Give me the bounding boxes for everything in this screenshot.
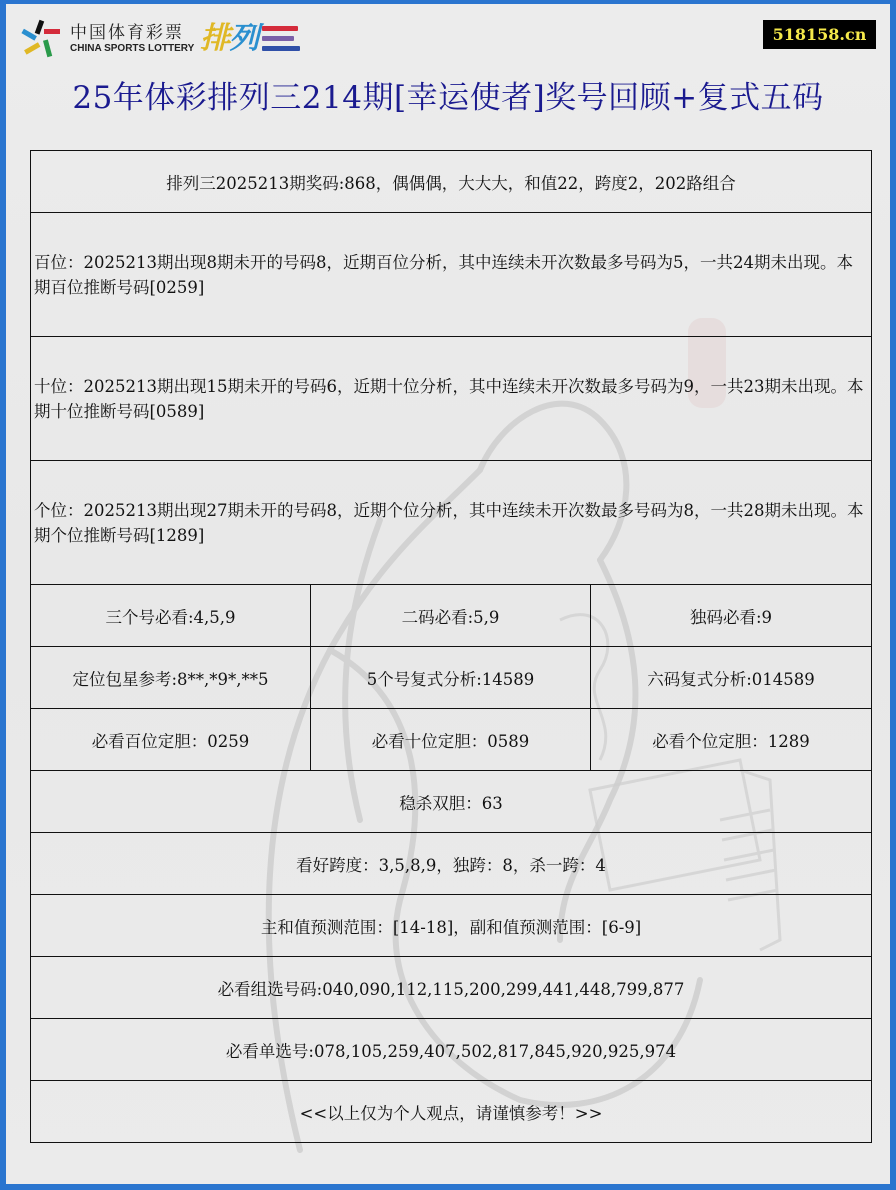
kill-double: 稳杀双胆：63: [31, 771, 872, 833]
table-row-units: [31, 461, 872, 585]
two-must-see: 二码必看:5,9: [311, 585, 591, 647]
single-must-see: 独码必看:9: [591, 585, 872, 647]
logo-english-name: CHINA SPORTS LOTTERY: [70, 43, 195, 54]
table-row-summary: [31, 151, 872, 213]
prediction-table: [30, 150, 872, 1143]
three-must-see: 三个号必看:4,5,9: [31, 585, 311, 647]
site-badge[interactable]: 518158.cn: [763, 20, 876, 49]
six-code-compound: 六码复式分析:014589: [591, 647, 872, 709]
logo-chinese-name: 中国体育彩票: [70, 23, 184, 43]
disclaimer: <<以上仅为个人观点，请谨慎参考！>>: [31, 1081, 872, 1143]
table-row-hundreds: [31, 213, 872, 337]
sum-range: 主和值预测范围：[14-18]，副和值预测范围：[6-9]: [31, 895, 872, 957]
table-row-group: [31, 957, 872, 1019]
lottery-star-icon: [20, 18, 64, 60]
table-row: [31, 585, 872, 647]
tens-analysis: 十位：2025213期出现15期未开的号码6，近期十位分析，其中连续未开次数最多号码为9，一共23期未出现。本期十位推断号码[0589]: [31, 337, 872, 461]
table-row-tens: [31, 337, 872, 461]
table-row: [31, 647, 872, 709]
span-prediction: 看好跨度：3,5,8,9，独跨：8，杀一跨：4: [31, 833, 872, 895]
table-row-single: [31, 1019, 872, 1081]
tens-fixed: 必看十位定胆：0589: [311, 709, 591, 771]
units-analysis: 个位：2025213期出现27期未开的号码8，近期个位分析，其中连续未开次数最多号码为8，一共28期未出现。本期个位推断号码[1289]: [31, 461, 872, 585]
table-row-disclaimer: [31, 1081, 872, 1143]
three-stripes-icon: [262, 24, 302, 54]
pailie-san-brand: [200, 19, 302, 59]
table-row-kill: [31, 771, 872, 833]
group-picks: 必看组选号码:040,090,112,115,200,299,441,448,799,877: [31, 957, 872, 1019]
draw-summary: 排列三2025213期奖码:868，偶偶偶，大大大，和值22，跨度2，202路组合: [31, 151, 872, 213]
table-row-span: [31, 833, 872, 895]
units-fixed: 必看个位定胆：1289: [591, 709, 872, 771]
brand-char-pai: 排: [200, 21, 230, 56]
position-star-reference: 定位包星参考:8**,*9*,**5: [31, 647, 311, 709]
five-code-compound: 5个号复式分析:14589: [311, 647, 591, 709]
hundreds-fixed: 必看百位定胆：0259: [31, 709, 311, 771]
table-row: [31, 709, 872, 771]
single-picks: 必看单选号:078,105,259,407,502,817,845,920,925,974: [31, 1019, 872, 1081]
china-sports-lottery-logo: [20, 18, 302, 60]
table-row-sum: [31, 895, 872, 957]
hundreds-analysis: 百位：2025213期出现8期未开的号码8，近期百位分析，其中连续未开次数最多号码为5，一共24期未出现。本期百位推断号码[0259]: [31, 213, 872, 337]
brand-char-lie: 列: [229, 21, 259, 56]
page-title: 25年体彩排列三214期[幸运使者]奖号回顾+复式五码: [72, 80, 824, 116]
